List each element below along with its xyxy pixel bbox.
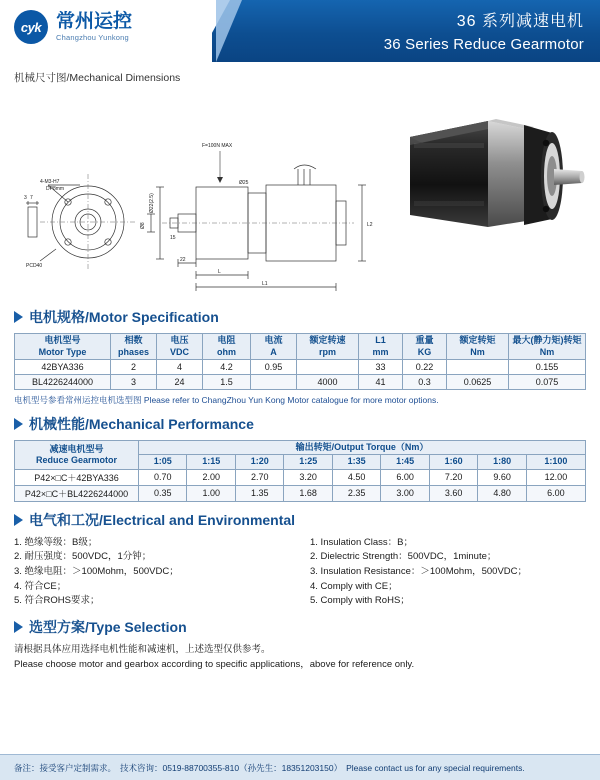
perf-col-header-cn: 减速电机型号 [49,443,104,454]
perf-value-1-1: 1.00 [187,485,235,501]
company-logo [14,10,132,44]
triangle-bullet-icon [14,418,23,430]
svg-text:15: 15 [170,235,176,241]
triangle-bullet-icon [14,514,23,526]
mech-performance-table [14,440,586,502]
list-item: 1. 绝缘等级：B级； [14,536,98,548]
motor-spec-note [14,394,586,406]
cell-kg-1: 0.3 [403,375,447,390]
page-header [0,0,600,62]
type-selection-heading: 选型方案/Type Selection [14,617,600,637]
cell-vdc-1: 24 [157,375,203,390]
perf-value-0-5: 6.00 [381,469,429,485]
product-photo [396,95,586,275]
perf-value-1-8: 6.00 [526,485,585,501]
col-header-cn-9: 最大(静力矩)转矩 [512,335,582,346]
company-name-en: Changzhou Yunkong [56,32,129,42]
perf-value-1-5: 3.00 [381,485,429,501]
perf-value-0-1: 2.00 [187,469,235,485]
electrical-title-cn: 电气和工况 [29,511,99,528]
perf-value-0-4: 4.50 [332,469,380,485]
cell-ohm-0: 4.2 [203,360,251,375]
col-header-en-5: rpm [318,346,336,357]
type-selection-text [14,643,586,672]
cell-phases-1: 3 [111,375,157,390]
ratio-header-0: 1:05 [139,455,187,469]
table-row [15,375,586,390]
mech-performance-title-cn: 机械性能 [29,416,85,432]
perf-value-0-0: 0.70 [139,469,187,485]
col-header-cn-4: 电流 [264,335,283,346]
svg-text:DP8mm: DP8mm [46,186,65,192]
motor-spec-table [14,333,586,390]
page-title-en: 36 Series Reduce Gearmotor [383,36,584,53]
mech-performance-title-en: Mechanical Performance [88,416,254,432]
motor-spec-note-en: Please refer to ChangZhou Yun Kong Motor catalogue for more motor options. [143,395,439,405]
page-title [384,8,584,53]
col-header-en-9: Nm [539,346,555,357]
motor-spec-title-cn: 电机规格 [29,309,85,325]
col-header-cn-3: 电阻 [217,335,236,346]
list-item: 5. Comply with RoHS； [310,595,410,607]
perf-value-0-3: 3.20 [284,469,332,485]
svg-text:L2: L2 [367,222,373,228]
ratio-header-1: 1:15 [187,455,235,469]
footer-note-en: Please contact us for any special requirements. [346,762,525,773]
page-footer [0,754,600,780]
output-torque-header-cn: 输出转矩 [295,442,332,452]
perf-value-1-6: 3.60 [429,485,477,501]
cell-l1-1: 41 [359,375,403,390]
list-item: 4. Comply with CE； [310,580,398,592]
list-item: 1. Insulation Class：B； [310,536,413,548]
ratio-header-2: 1:20 [235,455,283,469]
cell-amp-0: 0.95 [251,360,297,375]
list-item: 2. Dielectric Strength：500VDC，1minute； [310,551,497,563]
motor-spec-note-cn: 电机型号参看常州运控电机选型图 [14,395,142,405]
svg-text:Ø8: Ø8 [140,222,146,229]
perf-value-1-3: 1.68 [284,485,332,501]
perf-value-0-8: 12.00 [526,469,585,485]
cell-phases-0: 2 [111,360,157,375]
col-header-en-7: KG [417,346,432,357]
page-title-cn: 36 系列减速电机 [456,13,584,30]
col-header-cn-2: 电压 [170,335,189,346]
list-item: 4. 符合CE； [14,580,67,592]
cell-motor-type-0: 42BYA336 [15,360,111,375]
table-row [15,469,586,485]
perf-model-0: P42×□C＋42BYA336 [15,469,139,485]
cell-rated-torque-1: 0.0625 [447,375,509,390]
cell-max-torque-1: 0.075 [509,375,586,390]
col-header-en-8: Nm [470,346,485,357]
col-header-en-6: mm [372,346,389,357]
type-selection-text-en: Please choose motor and gearbox according to specific applications，above for reference only. [14,658,415,670]
company-name-cn: 常州运控 [56,11,133,33]
col-header-en-4: A [270,346,277,357]
col-header-cn-7: 重量 [415,335,434,346]
cell-kg-0: 0.22 [403,360,447,375]
mechanical-drawing [10,89,590,307]
cell-ohm-1: 1.5 [203,375,251,390]
perf-value-1-0: 0.35 [139,485,187,501]
electrical-list-cn [14,536,300,610]
mech-performance-heading: 机械性能/Mechanical Performance [14,414,600,434]
col-header-cn-5: 额定转速 [309,335,346,346]
col-header-cn-8: 额定转矩 [459,335,496,346]
list-item: 3. 绝缘电阻：＞100Mohm，500VDC； [14,565,179,577]
cell-amp-1 [251,375,297,390]
output-torque-header-en: Output Torque（Nm） [334,442,429,452]
ratio-header-4: 1:35 [332,455,380,469]
ratio-header-6: 1:60 [429,455,477,469]
type-selection-text-cn: 请根据具体应用选择电机性能和减速机，上述选型仅供参考。 [14,644,271,656]
col-header-en-2: VDC [169,346,189,357]
footer-note-cn: 备注：接受客户定制需求。 [14,762,117,773]
ratio-header-3: 1:25 [284,455,332,469]
electrical-heading: 电气和工况/Electrical and Environmental [14,510,600,530]
motor-spec-title-en: Motor Specification [88,309,219,325]
ratio-header-5: 1:45 [381,455,429,469]
svg-text:L1: L1 [262,281,268,287]
col-header-en-0: Motor Type [38,346,87,357]
ratio-header-7: 1:80 [478,455,526,469]
cell-rpm-0 [297,360,359,375]
svg-text:3: 3 [24,195,27,201]
perf-value-0-6: 7.20 [429,469,477,485]
triangle-bullet-icon [14,621,23,633]
svg-text:22: 22 [180,257,186,263]
svg-text:PCD40: PCD40 [26,263,43,269]
svg-text:F=100N MAX: F=100N MAX [202,143,233,149]
col-header-cn-6: L1 [375,335,386,346]
motor-spec-heading: 电机规格/Motor Specification [14,307,600,327]
list-item: 2. 耐压强度：500VDC，1分钟； [14,551,152,563]
svg-text:7: 7 [30,195,33,201]
cell-rpm-1: 4000 [297,375,359,390]
type-selection-title-cn: 选型方案 [29,619,85,636]
list-item: 3. Insulation Resistance：＞100Mohm，500VDC； [310,565,528,577]
cell-l1-0: 33 [359,360,403,375]
electrical-list-en [300,536,586,610]
table-header-row [15,334,586,360]
perf-value-1-7: 4.80 [478,485,526,501]
header-diagonal-light [216,0,242,62]
triangle-bullet-icon [14,311,23,323]
table-row [15,360,586,375]
col-header-cn-1: 相数 [124,335,143,346]
ratio-header-8: 1:100 [526,455,585,469]
perf-model-1: P42×□C＋BL4226244000 [15,485,139,501]
dimension-drawing-svg [10,89,390,304]
svg-text:Ø25: Ø25 [239,180,249,186]
col-header-cn-0: 电机型号 [44,335,81,346]
cell-vdc-0: 4 [157,360,203,375]
perf-value-0-7: 9.60 [478,469,526,485]
mechanical-dimensions-title: 机械尺寸图/Mechanical Dimensions [14,72,181,84]
electrical-lists [14,536,586,610]
col-header-en-3: ohm [217,346,236,357]
perf-col-header-en: Reduce Gearmotor [35,454,118,465]
perf-value-1-4: 2.35 [332,485,380,501]
footer-contact-cn: 技术咨询：0519-88700355-810（孙先生：18351203150） [120,762,343,773]
table-header-row: 减速电机型号 Reduce Gearmotor 输出转矩/Output Torque（Nm） [15,441,586,455]
svg-text:L: L [218,269,221,275]
electrical-title-en: Electrical and Environmental [102,511,296,528]
svg-text:Ø22(2.5): Ø22(2.5) [149,193,155,213]
col-header-en-1: phases [117,346,150,357]
list-item: 5. 符合ROHS要求； [14,595,100,607]
logo-mark-icon: cyk [14,10,48,44]
cell-rated-torque-0 [447,360,509,375]
type-selection-title-en: Type Selection [88,619,187,636]
svg-text:4-M3-H7: 4-M3-H7 [40,179,60,185]
cell-max-torque-0: 0.155 [509,360,586,375]
perf-value-1-2: 1.35 [235,485,283,501]
table-row [15,485,586,501]
cell-motor-type-1: BL4226244000 [15,375,111,390]
perf-value-0-2: 2.70 [235,469,283,485]
